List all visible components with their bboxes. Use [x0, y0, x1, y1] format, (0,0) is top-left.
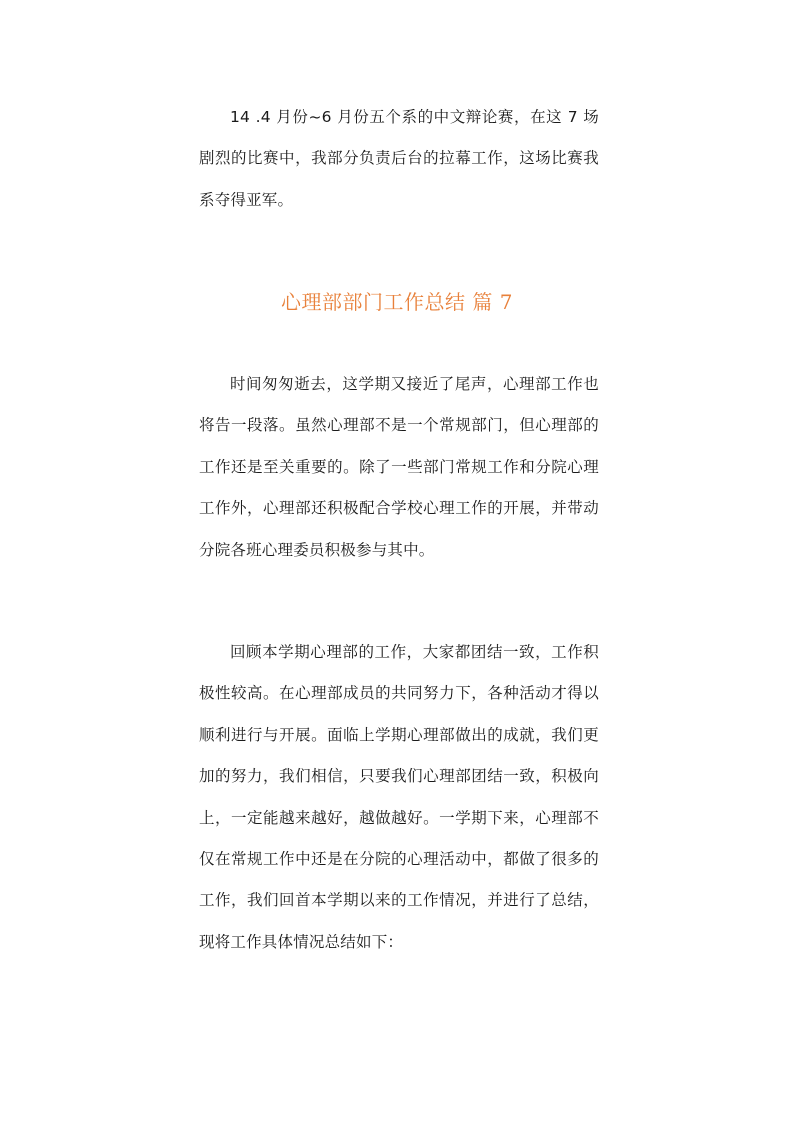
paragraph-debate-competition: 14 .4 月份~6 月份五个系的中文辩论赛，在这 7 场剧烈的比赛中，我部分负责后台的拉幕工作，这场比赛我系夺得亚军。 — [199, 108, 599, 209]
paragraph-semester-review: 回顾本学期心理部的工作，大家都团结一致，工作积极性较高。在心理部成员的共同努力下，各种活动才得以顺利进行与开展。面临上学期心理部做出的成就，我们更加的努力，我们相信，只要我们心理部团结一致，积极向上，一定能越来越好，越做越好。一学期下来，心理部不仅在常规工作中还是在分院的心理活动中，都做了很多的工作，我们回首本学期以来的工作情况，并进行了总结，现将工作具体情况总结如下： — [199, 643, 599, 951]
section-title: 心理部部门工作总结 篇 7 — [281, 290, 513, 314]
paragraph-semester-intro: 时间匆匆逝去，这学期又接近了尾声，心理部工作也将告一段落。虽然心理部不是一个常规部门，但心理部的工作还是至关重要的。除了一些部门常规工作和分院心理工作外，心理部还积极配合学校心理工作的开展，并带动分院各班心理委员积极参与其中。 — [199, 375, 599, 559]
